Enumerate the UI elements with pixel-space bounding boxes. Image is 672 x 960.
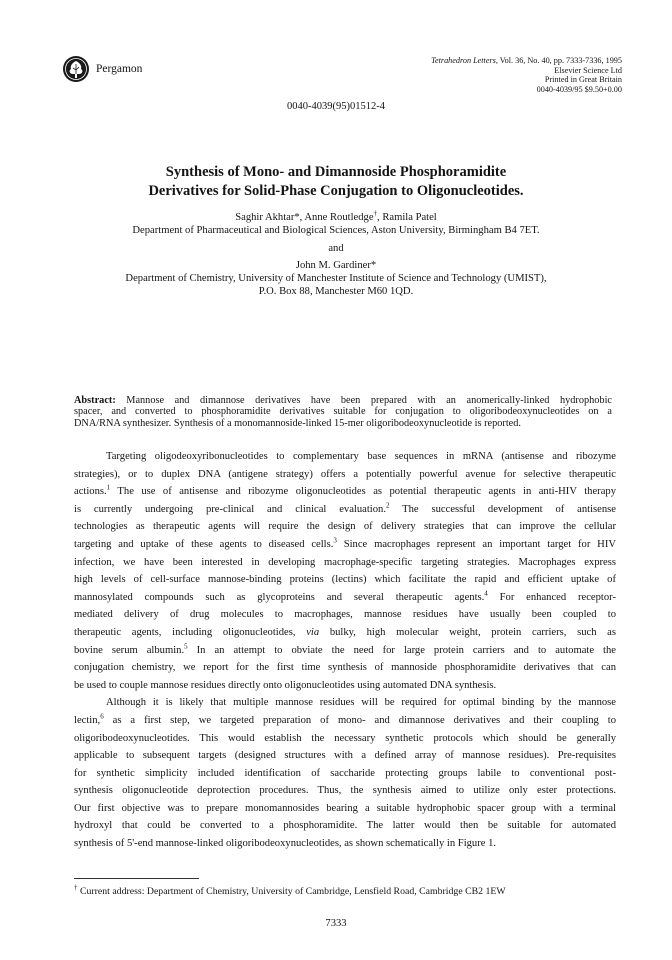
journal-info [431, 56, 622, 94]
body-text-span: In an attempt to obviate the need for large protein carriers and to automate the [187, 644, 616, 656]
body-text-span: as a first step, we targeted preparation of mono- and dimannose derivatives and their coupling to [103, 714, 616, 726]
body-text-span: For enhanced receptor- [487, 591, 617, 603]
article-title [0, 163, 672, 201]
body-text-span: actions. [74, 486, 107, 498]
body-text-span: The successful development of antisense [389, 503, 616, 515]
italic-via: via [306, 626, 320, 638]
body-line: synthesis of 5'-end mannose-linked oligoribodeoxynucleotides, as shown schematically in Figure 1. [74, 838, 497, 850]
footnote [74, 883, 506, 897]
body-text-span: is currently undergoing pre-clinical and clinical evaluation. [74, 503, 386, 515]
abstract-line-2: spacer, and converted to phosphoramidite derivatives suitable for conjugation to oligoribodeoxynucleotides on a [74, 406, 612, 418]
footnote-divider [74, 878, 199, 879]
affiliation-2a: Department of Chemistry, University of Manchester Institute of Science and Technology (UMIST), [125, 273, 547, 285]
pergamon-tree-emblem-icon [62, 55, 90, 83]
body-text-span: bovine serum albumin. [74, 644, 185, 656]
body-line [74, 589, 616, 607]
doi-code: 0040-4039(95)01512-4 [287, 101, 385, 112]
author-names-rest: , Ramila Patel [377, 212, 437, 223]
body-text-span: lectin, [74, 714, 101, 726]
footnote-text: Current address: Department of Chemistry, University of Cambridge, Lensfield Road, Cambridge CB2 1EW [77, 886, 506, 897]
body-line: hydroxyl that could be converted to a phosphoramidite. The latter would then be suitable for automated [74, 820, 616, 832]
body-line: conjugation chemistry, we report for the first time synthesis of mannoside phosphoramidite derivatives that can [74, 662, 616, 674]
title-line-1: Synthesis of Mono- and Dimannoside Phosphoramidite [165, 164, 507, 180]
body-text-span: therapeutic agents, including oligonucleotides, [74, 626, 307, 638]
author-name-2: John M. Gardiner* [295, 260, 377, 272]
body-line: technologies as therapeutic agents will require the design of delivery strategies that can improve the cellular [74, 521, 616, 533]
citation-ref: 3 [333, 536, 337, 545]
body-line: Our first objective was to prepare monomannosides bearing a suitable hydrophobic spacer group with a terminal [74, 802, 616, 814]
author-block [0, 209, 672, 299]
journal-volume: , Vol. 36, No. 40, pp. 7333-7336, 1995 [495, 56, 622, 65]
body-line [74, 536, 616, 554]
author-names [0, 209, 672, 225]
body-text-span: The use of antisense and ribozyme oligonucleotides as potential therapeutic agents in anti-HIV therapy [110, 486, 616, 498]
body-line: infection, we have been interested in developing macrophage-specific targeting strategies. Macrophages express [74, 556, 616, 568]
printed-line: Printed in Great Britain [544, 75, 622, 85]
body-line: be used to couple mannose residues directly onto oligonucleotides using automated DNA synthesis. [74, 679, 497, 691]
body-text-span: bulky, high molecular weight, protein carriers, such as [319, 626, 616, 638]
publisher-line: Elsevier Science Ltd [554, 65, 622, 75]
body-text-span: targeting and uptake of these agents to diseased cells. [74, 538, 334, 550]
abstract-line-3: DNA/RNA synthesizer. Synthesis of a monomannoside-linked 15-mer oligoribodeoxynucleotide is reported. [74, 417, 521, 429]
body-text-span: mannosylated compounds such as glycoproteins and several therapeutic agents. [74, 591, 485, 603]
body-line: oligoribodeoxynucleotides. This would establish the necessary synthetic protocols which should be generally [74, 732, 616, 744]
body-line [74, 712, 616, 730]
body-text-span: Since macrophages represent an important target for HIV [336, 538, 616, 550]
citation-ref: 4 [484, 589, 488, 598]
body-line: for synthetic simplicity included identification of saccharide protecting groups labile to conventional post- [74, 767, 616, 779]
body-line [74, 624, 616, 642]
body-line: applicable to subsequent targets (designed structures with a defined array of mannose residues). Pre-requisites [74, 750, 616, 762]
body-line: synthesis oligonucleotide deprotection procedures. Thus, the synthesis aimed to utilize only ester protections. [74, 785, 616, 797]
affiliation-1: Department of Pharmaceutical and Biological Sciences, Aston University, Birmingham B4 7ET. [132, 224, 540, 236]
body-line: mediated delivery of drug molecules to macrophages, mannose residues have usually been coupled to [74, 609, 616, 621]
affiliation-2b: P.O. Box 88, Manchester M60 1QD. [258, 285, 414, 297]
and-separator: and [328, 242, 344, 254]
citation-ref: 6 [100, 712, 104, 721]
body-line: high levels of cell-surface mannose-binding proteins (lectins) which facilitate the rapid and efficient uptake of [74, 574, 616, 586]
abstract-label: Abstract: [74, 395, 116, 406]
body-line [74, 483, 616, 501]
citation-ref: 5 [184, 642, 188, 650]
price-line: 0040-4039/95 $9.50+0.00 [536, 84, 622, 94]
body-line: strategies), or to duplex DNA (antigene strategy) offers a potentially powerful avenue for selective therapeutic [74, 468, 616, 480]
journal-name: Tetrahedron Letters [431, 56, 496, 65]
author-names-first: Saghir Akhtar*, Anne Routledge [235, 212, 374, 223]
citation-ref: 1 [106, 483, 111, 492]
body-line [74, 642, 616, 660]
publisher-name: Pergamon [96, 63, 143, 75]
footnote-dagger: † [74, 883, 78, 892]
body-line: Although it is likely that multiple mannose residues will be required for optimal binding by the mannose [106, 697, 616, 709]
abstract-line-1 [74, 395, 612, 406]
citation-ref: 2 [386, 501, 390, 510]
pergamon-logo [62, 55, 90, 83]
journal-citation [431, 56, 622, 66]
body-line [74, 501, 616, 519]
dagger-mark: † [373, 209, 378, 218]
body-text [74, 448, 616, 853]
abstract-text-1: Mannose and dimannose derivatives have been prepared with an anomerically-linked hydrophobic [115, 395, 612, 406]
body-line: Targeting oligodeoxyribonucleotides to complementary base sequences in mRNA (antisense and ribozyme [106, 451, 616, 462]
abstract [74, 395, 612, 429]
title-line-2: Derivatives for Solid-Phase Conjugation to Oligonucleotides. [148, 183, 524, 199]
page-number: 7333 [325, 918, 347, 929]
